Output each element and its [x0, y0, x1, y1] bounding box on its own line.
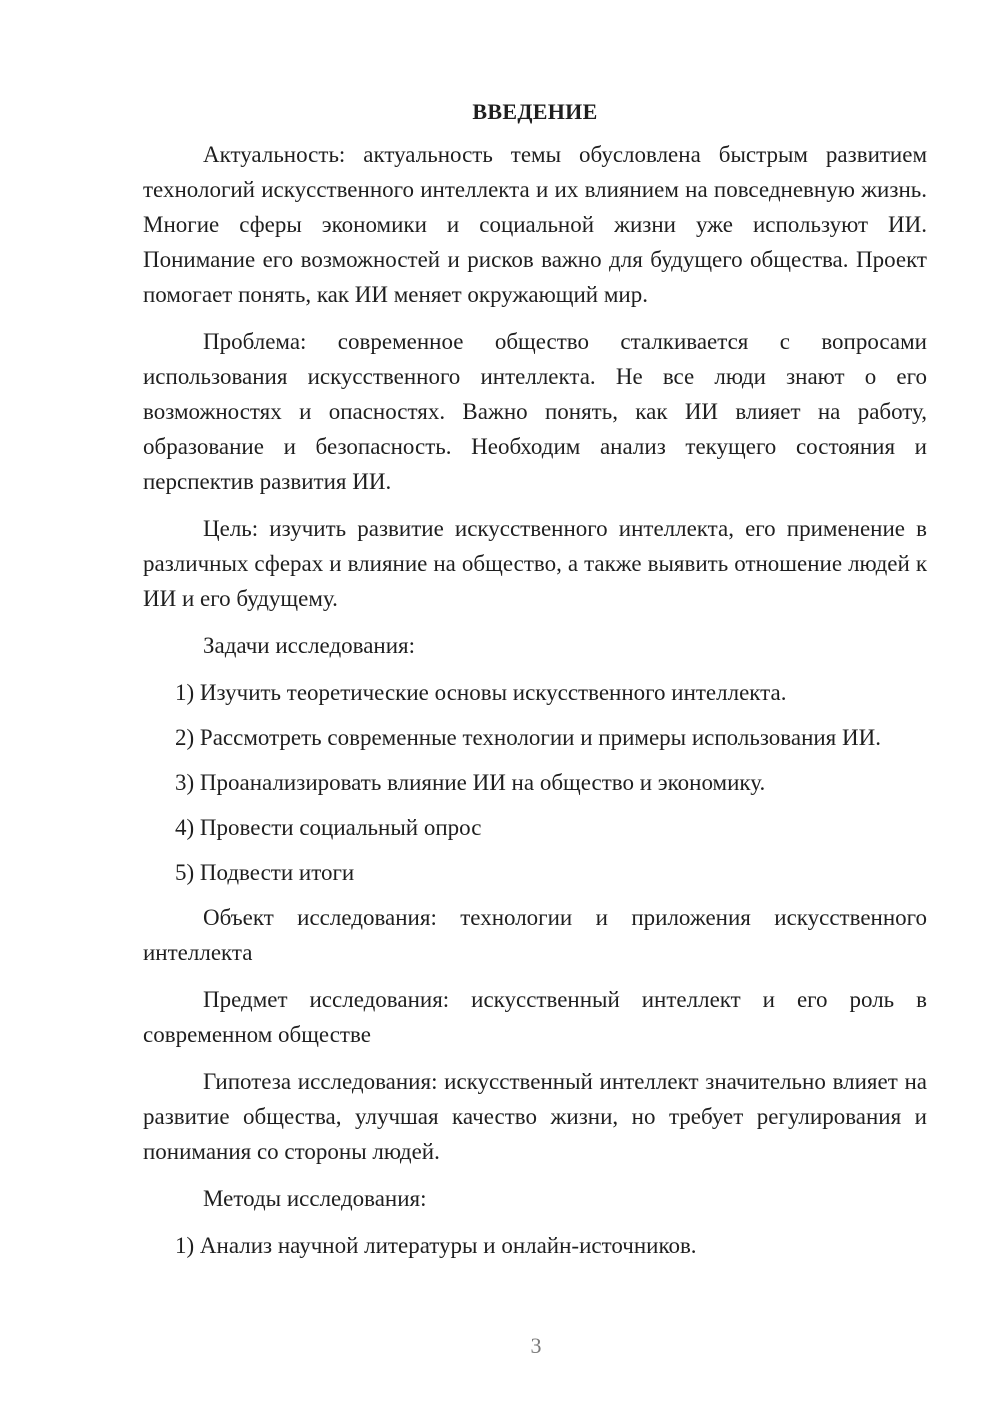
tasks-list: [143, 675, 927, 890]
section-title: ВВЕДЕНИЕ: [472, 99, 598, 124]
document-page: [143, 94, 927, 1273]
methods-list: [143, 1228, 927, 1263]
task-item: 3) Проанализировать влияние ИИ на общество и экономику.: [175, 770, 766, 795]
task-item: 4) Провести социальный опрос: [175, 815, 482, 840]
task-item: 2) Рассмотреть современные технологии и примеры использования ИИ.: [175, 725, 881, 750]
problem-paragraph: Проблема: современное общество сталкивается с вопросами использования искусственного интеллекта. Не все люди знают о его возможностях и опасностях. Важно понять, как ИИ влияет на работу, образование и безопасность. Необходим анализ текущего состояния и перспектив развития ИИ.: [143, 329, 927, 494]
page-number: 3: [530, 1333, 542, 1358]
object-paragraph: Объект исследования: технологии и приложения искусственного интеллекта: [143, 905, 927, 965]
tasks-heading: Задачи исследования:: [203, 633, 416, 658]
relevance-paragraph: Актуальность: актуальность темы обусловлена быстрым развитием технологий искусственного интеллекта и их влиянием на повседневную жизнь. Многие сферы экономики и социальной жизни уже используют ИИ. Понимание его возможностей и рисков важно для будущего общества. Проект помогает понять, как ИИ меняет окружающий мир.: [143, 142, 927, 307]
subject-paragraph: Предмет исследования: искусственный интеллект и его роль в современном обществе: [143, 987, 927, 1047]
task-item: 5) Подвести итоги: [175, 860, 355, 885]
method-item: 1) Анализ научной литературы и онлайн-источников.: [175, 1233, 697, 1258]
task-item: 1) Изучить теоретические основы искусственного интеллекта.: [175, 680, 787, 705]
goal-paragraph: Цель: изучить развитие искусственного интеллекта, его применение в различных сферах и влияние на общество, а также выявить отношение людей к ИИ и его будущему.: [143, 516, 927, 611]
methods-heading: Методы исследования:: [203, 1186, 427, 1211]
hypothesis-paragraph: Гипотеза исследования: искусственный интеллект значительно влияет на развитие общества, улучшая качество жизни, но требует регулирования и понимания со стороны людей.: [143, 1069, 927, 1164]
